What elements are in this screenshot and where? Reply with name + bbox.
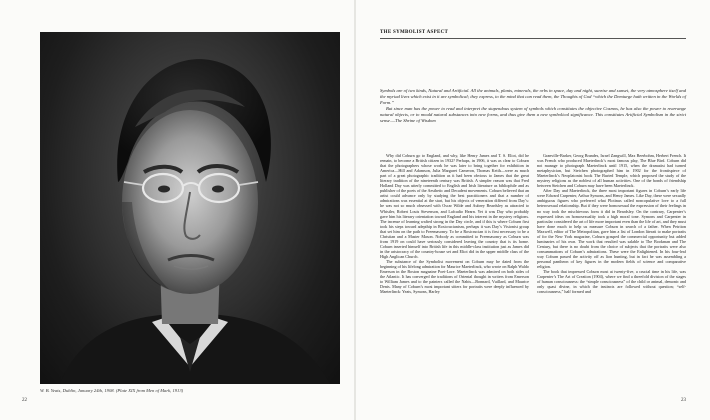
epigraph-block xyxy=(380,88,686,123)
header-rule xyxy=(380,38,686,39)
page-number-left: 22 xyxy=(22,398,27,403)
page-number-right: 23 xyxy=(681,398,686,403)
body-paragraph: The book that impressed Coburn most at twenty-five, a crucial time in his life, was Carpenter’s The Art of Creation (1904), where we find a threefold division of the stages of human consciousness: the “simple consciousness” of the child or animal, demonic and only quasi divine, in which the instincts are followed without question; “self-consciousness,” half formed and xyxy=(537,269,686,295)
body-paragraph: The substance of the Symbolist movement on Coburn may be dated from the beginning of his lifelong admiration for Maurice Maeterlinck, who wrote on Ralph Waldo Emerson in the Boston magazine Poet-Lore. Maeterlinck was admired on both sides of the Atlantic. It has converged the traditions of Oriental thought in writers from Emerson to William James and to the painters called the Nabis—Bonnard, Vuillard, and Maurice Denis. Many of Coburn’s most important sitters for portraits were deeply influenced by Maeterlinck: Yeats, Symons, Harley xyxy=(380,258,529,295)
left-page xyxy=(0,0,354,420)
portrait-photograph xyxy=(40,32,340,384)
portrait-illustration xyxy=(40,32,340,384)
right-page xyxy=(356,0,710,420)
body-paragraph: Why did Coburn go to England, and why, like Henry James and T. S. Eliot, did he remain, to become a British citizen in 1932? Perhaps, in 1906, it was as clear to Coburn that the photographers whose work he was later to bring together for exhibition in America—Hill and Adamson, Julia Margaret Cameron, Thomas Keith—were as much part of a great photographic tradition as it had been obvious to James that the great literary tradition of the nineteenth century was British. A simpler reason was that Fred Holland Day was utterly committed to English and Irish literature as bibliophile and as publisher of the poets of the Aesthetic and Decadent movements. Coburn believed that an artist could advance only by studying the best practitioners and that a number of admirations was essential at the start, but his objects of veneration differed from Day’s: he was not so much obsessed with Oscar Wilde and Aubrey Beardsley as attracted to Whistler, Robert Louis Stevenson, and Lafcadio Hearn. Yet it was Day who probably gave him his literary orientation toward England and his interest in the mystery religions. The incense of learning wafted strong in the Day circle, and if this is where Coburn first took his steps toward adepthip in Rosicrucianism, perhaps it was Day’s Visionist group that set him on the path to Freemasonry. To be a Rosicrucian it is first necessary to be a Christian and a Master Mason. Nobody as committed to Freemasonry as Coburn was from 1919 on could have seriously considered leaving the country that is its home. Coburn inserted himself into British life in this middle-class institution just as James did in the aristocracy of the country-house set and Eliot did in the upper middle class of the High Anglican Church. xyxy=(380,153,529,259)
photo-caption: W. B. Yeats, Dublin, January 24th, 1908. (Plate XIX from Men of Mark, 1913) xyxy=(40,388,184,393)
epigraph-paragraph: But since man has the power to read and interpret the stupendous system of symbols which constitutes the objective Cosmos, he has also the power to rearrange natural objects, or to mould natural substances into new forms, and thus give them a new symbolical significance. This constitutes Artificial Symbolism in the strict sense.—The Shrine of Wisdom xyxy=(380,105,686,123)
body-paragraph: After Day and Maeterlinck, the three most important figures in Coburn’s early life were Edward Carpenter, Arthur Symons, and Henry James. Like Day, these were sexually ambiguous figures who preferred what Plotinus called noncopulative love to a full heterosexual relationship. But if they were homosexual the expression of their feelings in no way took the mischievous form it did in Beardsley. On the contrary, Carpenter’s expressed ideas on homosexuality took a high moral tone. Symons and Carpenter in particular considered the art of life more important even than the life of art, and they must have done much to help us measure Coburn in search of a father. When Petriton Maxwell, editor of The Metropolitan, gave him a list of London literati to make portraits of for the New York magazine, Coburn grasped the commercial opportunity but added luminaries of his own. The work that resulted was salable to The Bookman and The Century, but there is no doubt from the choice of subjects that the portraits were also consummations of Coburn’s admirations. These were the Enlightened. In his four-leaf way Coburn passed the activity off as lion hunting, but in fact he was assembling a personal pantheon of key figures in the modern fields of science and comparative religion. xyxy=(537,188,686,270)
running-head: THE SYMBOLIST ASPECT xyxy=(380,30,449,35)
epigraph-paragraph: Symbols are of two kinds, Natural and Artificial. All the animals, plants, minerals, the orbs in space, day and night, sunrise and sunset, the very atmosphere itself and the myriad lives which exist in it are symbolical; they express, to the mind that can read them, the Thoughts of God “which the Demiurge hath written in the Worlds of Form.” xyxy=(380,88,686,105)
body-paragraph: Granville-Barker, Georg Brandes, Israel Zangwill, Max Beerbohm, Herbert French. It was French who produced Maeterlinck’s most famous play, The Blue Bird. Coburn did not manage to photograph Maeterlinck until 1915, when the dramatist had turned metaphysician, but Steichen photographed him in 1902 for the frontispiece of Maeterlinck’s Neoplatonist book The Buried Temple, which proposed the study of the mystery religions as the noblest of all human activities. One of the bonds of friendship between Steichen and Coburn may have been Maeterlinck. xyxy=(537,153,686,189)
text-column-1 xyxy=(380,153,529,393)
text-column-2 xyxy=(537,153,686,393)
